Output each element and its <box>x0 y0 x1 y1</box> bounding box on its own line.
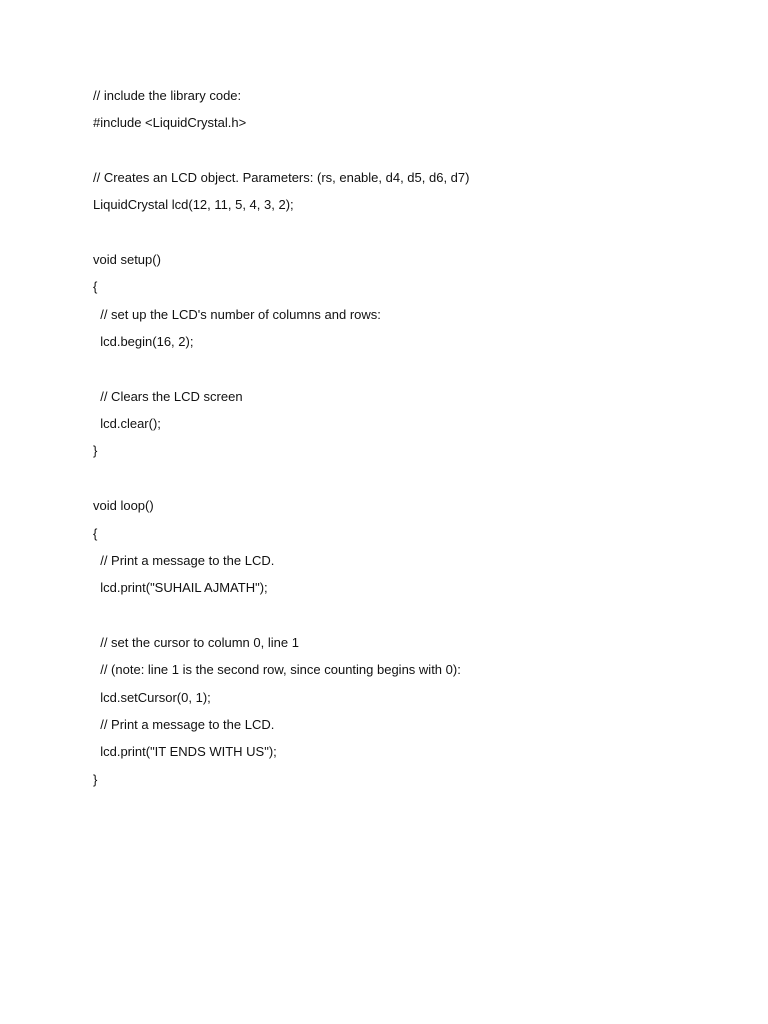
code-line <box>93 469 713 496</box>
code-line: void loop() <box>93 498 154 514</box>
code-line: lcd.setCursor(0, 1); <box>93 689 211 705</box>
code-line: // Clears the LCD screen <box>93 388 243 404</box>
code-line: { <box>93 279 98 295</box>
code-line: lcd.print("SUHAIL AJMATH"); <box>93 580 268 596</box>
code-line: // Print a message to the LCD. <box>93 552 275 568</box>
code-line <box>93 141 713 168</box>
code-line: void setup() <box>93 252 161 268</box>
code-line: } <box>93 443 98 459</box>
code-line: // (note: line 1 is the second row, since counting begins with 0): <box>93 662 461 678</box>
code-line: // Print a message to the LCD. <box>93 716 275 732</box>
code-line <box>93 359 713 386</box>
code-line: } <box>93 771 98 787</box>
code-line: LiquidCrystal lcd(12, 11, 5, 4, 3, 2); <box>93 197 294 213</box>
code-line: // include the library code: <box>93 88 242 103</box>
code-line: lcd.clear(); <box>93 416 161 432</box>
code-text-block <box>93 86 713 797</box>
code-line <box>93 223 713 250</box>
code-line: lcd.begin(16, 2); <box>93 334 194 350</box>
code-line: // set up the LCD's number of columns and rows: <box>93 306 381 322</box>
code-line: lcd.print("IT ENDS WITH US"); <box>93 744 277 760</box>
code-line: // Creates an LCD object. Parameters: (rs, enable, d4, d5, d6, d7) <box>93 170 470 186</box>
code-line: // set the cursor to column 0, line 1 <box>93 634 299 650</box>
code-line: { <box>93 525 98 541</box>
code-line <box>93 606 713 633</box>
code-line: #include <LiquidCrystal.h> <box>93 115 247 131</box>
